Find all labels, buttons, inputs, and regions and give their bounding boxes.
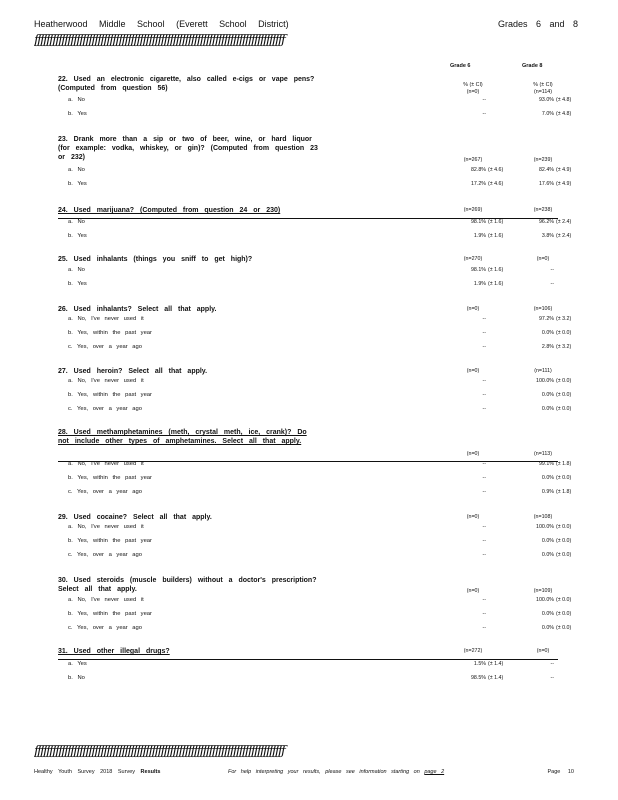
question-24 [58, 206, 618, 239]
grade6-value: -- [482, 611, 486, 617]
grade6-value: 98.5% [470, 675, 486, 681]
grade8-ci: (± 2.4) [556, 219, 572, 225]
n-grade6: (n=0) [466, 514, 480, 520]
n-grade6: (n=0) [466, 588, 480, 594]
grade8-value: 97.2% [538, 316, 554, 322]
col-grade6-header: Grade 6 [450, 63, 471, 69]
answer-label: a. No, I've never used it [68, 461, 144, 467]
grade8-value: 82.4% [538, 167, 554, 173]
grade6-ci: (± 1.6) [488, 281, 504, 287]
grade8-ci: (± 0.0) [556, 552, 572, 558]
n-grade8: (n=108) [533, 514, 553, 520]
n-grade8: (n=106) [533, 306, 553, 312]
question-text: 30. Used steroids (muscle builders) without a doctor's prescription? Select all that apply. [58, 577, 317, 594]
grades-label: Grades 6 and 8 [497, 19, 578, 29]
grade6-value: -- [482, 97, 486, 103]
grade6-value: -- [482, 538, 486, 544]
grade8-ci: (± 1.8) [556, 489, 572, 495]
answer-label: a. No [68, 267, 85, 273]
answer-label: c. Yes, over a year ago [68, 344, 142, 350]
n-grade6: (n=267) [463, 157, 483, 163]
table-rule [58, 659, 558, 660]
answer-label: b. Yes, within the past year [68, 611, 152, 617]
grade8-value: 0.0% [541, 330, 554, 336]
grade8-value: 0.0% [541, 538, 554, 544]
question-text: 25. Used inhalants (things you sniff to get high)? [58, 256, 253, 263]
grade8-ci: (± 3.2) [556, 316, 572, 322]
grade6-value: -- [482, 461, 486, 467]
n-grade8: (n=238) [533, 207, 553, 213]
n-grade8: (n=111) [534, 368, 552, 374]
n-grade8: (n=0) [536, 648, 550, 654]
answer-label: b. Yes, within the past year [68, 392, 152, 398]
answer-label: a. No [68, 219, 85, 225]
answer-label: a. Yes [68, 661, 87, 667]
question-text: 26. Used inhalants? Select all that apply. [58, 306, 217, 313]
grade6-value: -- [482, 406, 486, 412]
grade8-value: 100.0% [536, 378, 554, 384]
grade6-value: -- [482, 330, 486, 336]
grade8-value: 0.0% [541, 406, 554, 412]
n-grade6: (n=0) [466, 89, 480, 95]
grade6-value: 1.5% [473, 661, 486, 667]
grade8-value: 0.0% [541, 392, 554, 398]
grade8-value: 0.0% [541, 625, 554, 631]
grade8-value: 0.0% [541, 475, 554, 481]
grade8-value: -- [550, 267, 554, 273]
n-grade8: (n=114) [533, 89, 552, 95]
grade6-ci: (± 1.6) [488, 233, 504, 239]
grade6-value: 98.1% [470, 267, 486, 273]
grade8-value: 2.8% [541, 344, 554, 350]
grade8-ci: (± 1.8) [556, 461, 572, 467]
answer-label: c. Yes, over a year ago [68, 489, 142, 495]
grade8-value: 3.8% [541, 233, 554, 239]
grade6-value: 17.2% [470, 181, 486, 187]
n-grade6: (n=0) [466, 306, 480, 312]
grade8-value: 17.6% [538, 181, 554, 187]
grade8-ci: (± 0.0) [556, 611, 572, 617]
grade8-value: 99.1% [538, 461, 554, 467]
grade8-ci: (± 0.0) [556, 378, 572, 384]
n-grade6: (n=0) [466, 368, 480, 374]
grade6-value: 98.1% [470, 219, 486, 225]
grade8-ci: (± 4.8) [556, 111, 572, 117]
n-grade6: (n=0) [466, 451, 480, 457]
grade8-value: 0.0% [541, 552, 554, 558]
answer-label: a. No [68, 167, 85, 173]
answer-label: b. Yes [68, 233, 87, 239]
grade8-ci: (± 0.0) [556, 392, 572, 398]
n-grade8: (n=239) [533, 157, 553, 163]
grade8-value: 100.0% [536, 597, 554, 603]
answer-label: a. No, I've never used it [68, 378, 144, 384]
n-grade6: (n=272) [463, 648, 483, 654]
question-text: 23. Drank more than a sip or two of beer, wine, or hard liquor (for example: vodka, whiskey, or gin)? (Computed from question 23 or 232) [58, 136, 318, 162]
grade8-ci: (± 3.2) [556, 344, 572, 350]
grade8-ci: (± 0.0) [556, 524, 572, 530]
grade6-value: -- [482, 552, 486, 558]
grade8-value: 7.0% [541, 111, 554, 117]
n-grade6: (n=270) [463, 256, 483, 262]
grade8-ci: (± 0.0) [556, 625, 572, 631]
grade6-ci: (± 1.6) [488, 219, 504, 225]
page-number: Page 10 [547, 769, 574, 775]
question-text: 27. Used heroin? Select all that apply. [58, 368, 208, 375]
grade8-value: 96.2% [538, 219, 554, 225]
grade6-value: -- [482, 344, 486, 350]
question-27 [58, 367, 618, 412]
grade6-value: 82.8% [470, 167, 486, 173]
grade8-value: -- [550, 675, 554, 681]
grade8-ci: (± 0.0) [556, 330, 572, 336]
answer-label: a. No [68, 97, 85, 103]
question-29 [58, 513, 618, 558]
n-grade8: (n=0) [536, 256, 550, 262]
answer-label: a. No, I've never used it [68, 597, 144, 603]
school-title: Heatherwood Middle School (Everett School District) [34, 19, 289, 29]
answer-label: b. Yes [68, 281, 87, 287]
grade8-ci: (± 2.4) [556, 233, 572, 239]
grade8-ci: (± 4.9) [556, 181, 572, 187]
answer-label: b. No [68, 675, 85, 681]
question-23 [58, 135, 618, 187]
answer-label: c. Yes, over a year ago [68, 406, 142, 412]
grade8-ci: (± 4.9) [556, 167, 572, 173]
grade8-value: 0.9% [541, 489, 554, 495]
question-text: 31. Used other illegal drugs? [58, 648, 170, 655]
grade6-ci: (± 4.6) [488, 181, 504, 187]
answer-label: a. No, I've never used it [68, 524, 144, 530]
grade6-value: -- [482, 392, 486, 398]
grade6-ci: (± 1.4) [488, 675, 504, 681]
grade8-value: -- [550, 661, 554, 667]
grade6-ci: (± 1.4) [488, 661, 504, 667]
grade8-value: 93.0% [538, 97, 554, 103]
n-grade8: (n=113) [533, 451, 552, 457]
grade6-ci: (± 4.6) [488, 167, 504, 173]
col-grade8-header: Grade 8 [522, 63, 543, 69]
question-25 [58, 255, 618, 287]
grade6-value: -- [482, 316, 486, 322]
grade8-value: -- [550, 281, 554, 287]
grade8-ci: (± 0.0) [556, 475, 572, 481]
answer-label: b. Yes [68, 111, 87, 117]
bottom-decorative-rule: ƒƒƒƒƒƒƒƒƒƒƒƒƒƒƒƒƒƒƒƒƒƒƒƒƒƒƒƒƒƒƒƒƒƒƒƒƒƒƒƒƒƒƒƒƒƒƒƒƒƒƒƒƒƒƒƒƒƒƒƒƒƒƒƒƒƒƒƒƒƒƒƒƒƒƒƒƒƒƒƒƒƒƒ [34, 744, 284, 759]
footer-help: For help interpreting your results, please see information starting on page 2 [228, 769, 445, 775]
grade8-ci: (± 0.0) [556, 406, 572, 412]
ci-header-grade8: % (± CI) [533, 82, 553, 88]
grade8-value: 100.0% [536, 524, 554, 530]
answer-label: b. Yes [68, 181, 87, 187]
answer-label: c. Yes, over a year ago [68, 625, 142, 631]
answer-label: b. Yes, within the past year [68, 330, 152, 336]
question-30 [58, 576, 618, 631]
grade6-value: -- [482, 111, 486, 117]
grade6-value: 1.9% [473, 233, 486, 239]
grade8-ci: (± 0.0) [556, 538, 572, 544]
n-grade8: (n=109) [533, 588, 553, 594]
question-26 [58, 305, 618, 350]
question-text: 24. Used marijuana? (Computed from question 24 or 230) [58, 207, 281, 214]
question-22 [58, 75, 618, 117]
question-text: 22. Used an electronic cigarette, also called e-cigs or vape pens? (Computed from question 56) [58, 76, 315, 93]
question-31 [58, 647, 618, 681]
question-text: 29. Used cocaine? Select all that apply. [58, 514, 212, 521]
answer-label: c. Yes, over a year ago [68, 552, 142, 558]
grade6-ci: (± 1.6) [488, 267, 504, 273]
question-28 [58, 428, 618, 495]
ci-header-grade6: % (± CI) [463, 82, 483, 88]
n-grade6: (n=269) [463, 207, 483, 213]
page-link[interactable]: page 2 [424, 769, 445, 775]
question-text: 28. Used methamphetamines (meth, crystal meth, ice, crank)? Do not include other types of amphetamines. Select all that apply. [58, 429, 307, 446]
grade8-ci: (± 4.8) [556, 97, 572, 103]
grade6-value: 1.9% [473, 281, 486, 287]
grade6-value: -- [482, 597, 486, 603]
grade6-value: -- [482, 524, 486, 530]
answer-label: b. Yes, within the past year [68, 538, 152, 544]
grade8-value: 0.0% [541, 611, 554, 617]
answer-label: b. Yes, within the past year [68, 475, 152, 481]
grade6-value: -- [482, 475, 486, 481]
footer-survey: Healthy Youth Survey 2018 Survey Results [34, 769, 161, 775]
grade6-value: -- [482, 489, 486, 495]
grade6-value: -- [482, 378, 486, 384]
grade6-value: -- [482, 625, 486, 631]
answer-label: a. No, I've never used it [68, 316, 144, 322]
top-decorative-rule: ƒƒƒƒƒƒƒƒƒƒƒƒƒƒƒƒƒƒƒƒƒƒƒƒƒƒƒƒƒƒƒƒƒƒƒƒƒƒƒƒƒƒƒƒƒƒƒƒƒƒƒƒƒƒƒƒƒƒƒƒƒƒƒƒƒƒƒƒƒƒƒƒƒƒƒƒƒƒƒƒƒƒƒ [34, 33, 284, 48]
grade8-ci: (± 0.0) [556, 597, 572, 603]
